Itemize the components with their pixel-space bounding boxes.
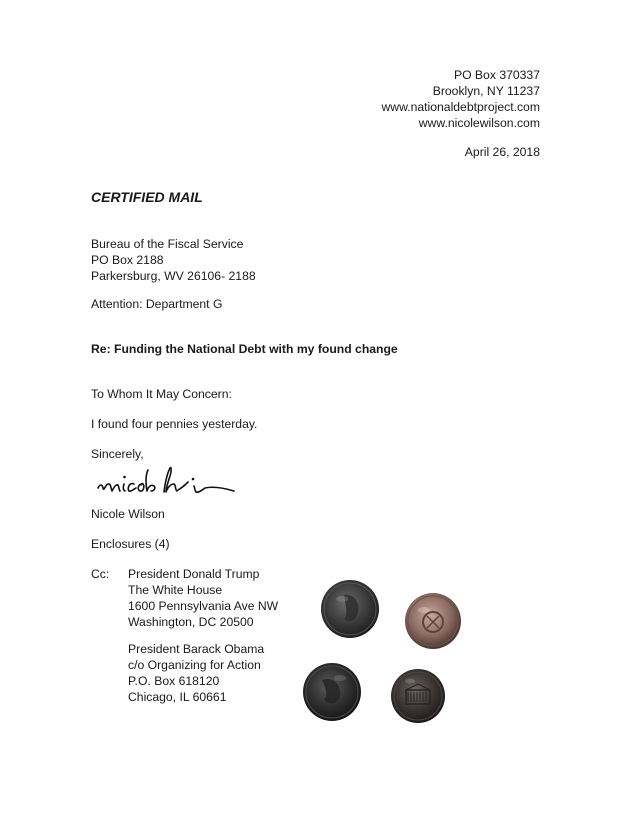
- cc-line: Washington, DC 20500: [128, 615, 254, 629]
- penny-3-obverse: [300, 660, 364, 724]
- closing: Sincerely,: [91, 447, 144, 461]
- cc-line: 1600 Pennsylvania Ave NW: [128, 599, 279, 613]
- subject-line: Re: Funding the National Debt with my found change: [91, 342, 398, 356]
- recipient-city-line: Parkersburg, WV 26106- 2188: [91, 269, 256, 283]
- sender-address-block: [381, 67, 540, 131]
- signer-name: Nicole Wilson: [91, 507, 165, 521]
- cc-line: President Barack Obama: [128, 642, 265, 656]
- cc-line: Chicago, IL 60661: [128, 690, 227, 704]
- sender-website-2: www.nicolewilson.com: [418, 116, 540, 130]
- sender-city-line: Brooklyn, NY 11237: [432, 84, 540, 98]
- penny-1-obverse: [318, 577, 382, 641]
- recipient-po-box: PO Box 2188: [91, 253, 164, 267]
- cc-line: P.O. Box 618120: [128, 674, 220, 688]
- cc-line: The White House: [128, 583, 223, 597]
- sender-website-1: www.nationaldebtproject.com: [381, 100, 540, 114]
- letter-body: I found four pennies yesterday.: [91, 417, 258, 431]
- cc-line: c/o Organizing for Action: [128, 658, 261, 672]
- sender-po-box: PO Box 370337: [453, 68, 540, 82]
- letter-date: April 26, 2018: [464, 145, 540, 159]
- handwritten-signature: [94, 462, 254, 502]
- recipient-address-block: [91, 236, 256, 284]
- cc-line: President Donald Trump: [128, 567, 260, 581]
- salutation: To Whom It May Concern:: [91, 387, 232, 401]
- delivery-method-heading: CERTIFIED MAIL: [91, 189, 203, 205]
- cc-recipient-trump: [128, 566, 278, 630]
- recipient-name: Bureau of the Fiscal Service: [91, 237, 244, 251]
- attention-line: Attention: Department G: [91, 297, 223, 311]
- penny-2-reverse: [402, 590, 464, 652]
- cc-recipient-obama: [128, 641, 264, 705]
- enclosures-line: Enclosures (4): [91, 537, 170, 551]
- cc-label: Cc:: [91, 567, 110, 581]
- penny-4-reverse: [388, 666, 448, 726]
